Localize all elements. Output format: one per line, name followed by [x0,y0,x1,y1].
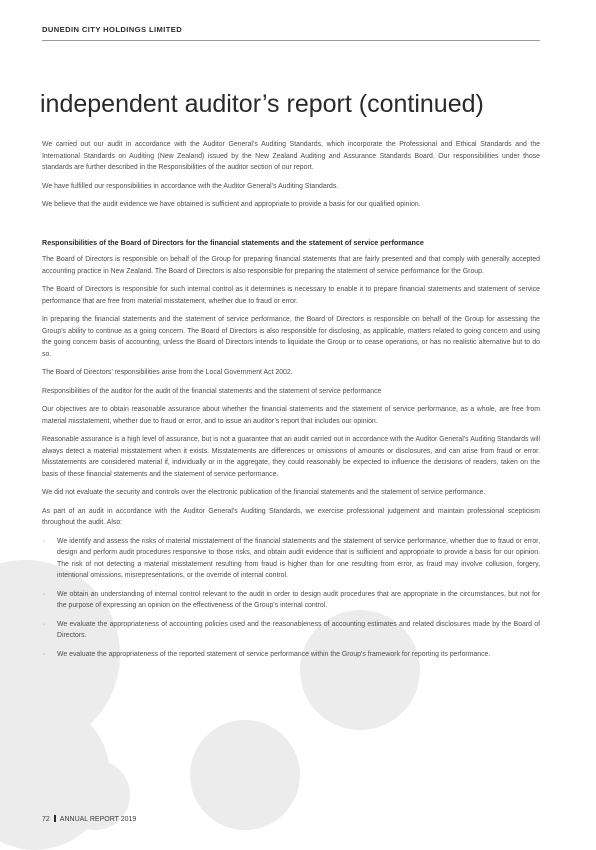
header-divider [42,40,540,41]
bullet-marker: · [43,620,46,628]
page-footer [42,815,136,825]
organization-name: DUNEDIN CITY HOLDINGS LIMITED [42,25,183,34]
paragraph: The Board of Directors is responsible for such internal control as it determines is necessary to enable it to prepare financial statements and statement of service performance that are free from material misstatement, whether due to fraud or error. [42,286,540,305]
list-item [42,589,540,612]
paragraph: We carried out our audit in accordance with the Auditor General’s Auditing Standards, which incorporate the Professional and Ethical Standards and the International Standards on Auditing (New Zealand) issued by the New Zealand Auditing and Assurance Standards Board. Our responsibilities under those standards are further described in the Responsibilities of the auditor section of our report. [42,141,540,171]
subsection-heading: Responsibilities of the auditor for the audit of the financial statements and the statement of service performance [42,387,382,395]
list-item-text: We evaluate the appropriateness of accounting policies used and the reasonableness of accounting estimates and related disclosures made by the Board of Directors. [57,620,540,639]
paragraph: In preparing the financial statements and the statement of service performance, the Board of Directors is responsible on behalf of the Group for assessing the Group’s ability to continue as a going concern. The Board of Directors is also responsible for disclosing, as applicable, matters related to going concern and using the going concern basis of accounting, unless the Board of Directors intends to liquidate the Group or to cease operations, or has no realistic alternative but to do so. [42,316,540,358]
paragraph: We did not evaluate the security and controls over the electronic publication of the financial statements and the statement of service performance. [42,489,486,496]
list-item [42,649,540,661]
list-item-text: We obtain an understanding of internal control relevant to the audit in order to design audit procedures that are appropriate in the circumstances, but not for the purpose of expressing an opinion on the effectiveness of the Group’s internal control. [57,590,540,609]
bullet-marker: · [43,537,46,545]
list-item-text: We evaluate the appropriateness of the reported statement of service performance within the Group’s framework for reporting its performance. [57,650,491,658]
paragraph: As part of an audit in accordance with the Auditor General’s Auditing Standards, we exercise professional judgement and maintain professional scepticism throughout the audit. Also: [42,507,540,526]
paragraph: We have fulfilled our responsibilities in accordance with the Auditor General’s Auditing Standards. [42,182,339,190]
footer-separator [54,815,56,822]
bullet-list [42,536,540,661]
bullet-marker: · [43,650,46,658]
page-number: 72 [42,816,50,823]
report-body [42,139,540,667]
paragraph: We believe that the audit evidence we have obtained is sufficient and appropriate to provide a basis for our qualified opinion. [42,201,421,208]
page-title: independent auditor’s report (continued) [40,90,484,118]
report-label: ANNUAL REPORT 2019 [59,816,137,823]
list-item [42,536,540,582]
list-item [42,619,540,642]
paragraph: The Board of Directors is responsible on behalf of the Group for preparing financial statements that are fairly presented and that comply with generally accepted accounting practice in New Zealand. The Board of Directors is also responsible for preparing the statement of service performance for the Group. [42,256,540,275]
paragraph: The Board of Directors’ responsibilities arise from the Local Government Act 2002. [42,369,293,376]
section-heading: Responsibilities of the Board of Directors for the financial statements and the statement of service performance [42,237,424,247]
bullet-marker: · [43,590,46,598]
paragraph: Our objectives are to obtain reasonable assurance about whether the financial statements and the statement of service performance, as a whole, are free from material misstatement, whether due to fraud or error, and to issue an auditor’s report that includes our opinion. [42,406,540,425]
list-item-text: We identify and assess the risks of material misstatement of the financial statements and the statement of service performance, whether due to fraud or error, design and perform audit procedures responsive to those risks, and obtain audit evidence that is sufficient and appropriate to provide a basis for our opinion. The risk of not detecting a material misstatement resulting from fraud is higher than for one resulting from error, as fraud may involve collusion, forgery, intentional omissions, misrepresentations, or the override of internal control. [57,537,540,579]
paragraph: Reasonable assurance is a high level of assurance, but is not a guarantee that an audit carried out in accordance with the Auditor General’s Auditing Standards will always detect a material misstatement when it exists. Misstatements are differences or omissions of amounts or disclosures, and can arise from fraud or error. Misstatements are considered material if, individually or in the aggregate, they could reasonably be expected to influence the decisions of readers, taken on the basis of these financial statements and the statement of service performance. [42,436,540,478]
